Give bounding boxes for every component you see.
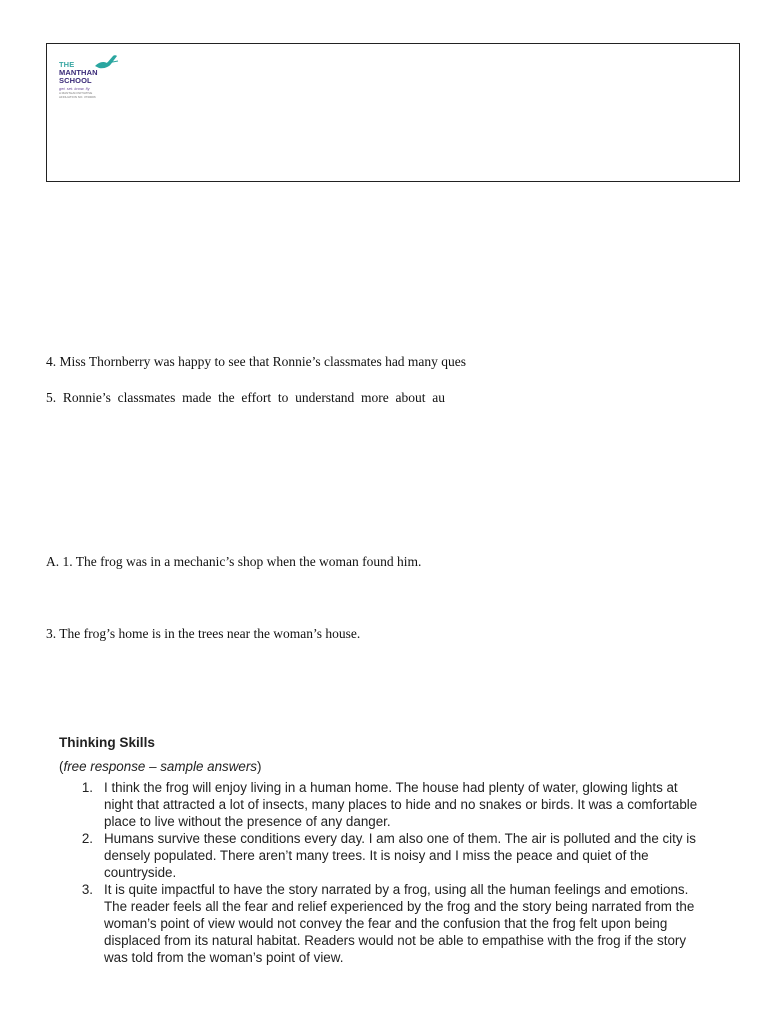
list-item <box>59 830 709 881</box>
logo-tagline: get. set. know. fly <box>59 86 90 91</box>
item-number: 2. <box>81 831 93 846</box>
item-text: I think the frog will enjoy living in a human home. The house had plenty of water, glowing lights at night that attracted a lot of insects, many places to hide and no snakes or birds. It was a comfortable place to live without the presence of any danger. <box>104 780 698 829</box>
logo-school: SCHOOL <box>59 76 92 85</box>
statement-5: 5. Ronnie’s classmates made the effort to understand more about au <box>46 390 446 405</box>
answer-3: 3. The frog’s home is in the trees near the woman’s house. <box>46 626 361 641</box>
statement-4: 4. Miss Thornberry was happy to see that Ronnie’s classmates had many ques <box>46 354 467 369</box>
section-subtitle: (free response – sample answers) <box>59 759 262 774</box>
logo-small-1: A MANTHAN INITIATIVE <box>59 91 93 95</box>
thinking-skills-section <box>59 734 709 966</box>
header-box <box>46 43 740 182</box>
answer-a1: A. 1. The frog was in a mechanic’s shop when the woman found him. <box>46 554 422 569</box>
item-text: It is quite impactful to have the story narrated by a frog, using all the human feelings and emotions. The reader feels all the fear and relief experienced by the frog and the story being narrated from the woman’s point of view would not convey the fear and the confusion that the frog felt upon being displaced from its natural habitat. Readers would not be able to empathise with the frog if the story was told from the woman’s point of view. <box>104 882 695 965</box>
school-logo <box>59 52 119 108</box>
list-item <box>59 779 709 830</box>
item-text: Humans survive these conditions every day. I am also one of them. The air is polluted and the city is densely populated. There aren’t many trees. It is noisy and I miss the peace and quiet of the countryside. <box>104 831 696 880</box>
logo-the: THE <box>59 60 75 69</box>
hummingbird-icon <box>93 52 119 74</box>
list-item <box>59 881 709 966</box>
logo-small-2: AFFILIATION NO. 3730006 <box>59 95 96 99</box>
logo-manthan: MANTHAN <box>59 68 98 77</box>
section-title: Thinking Skills <box>59 735 155 750</box>
item-number: 1. <box>81 780 93 795</box>
answers-list <box>59 779 709 966</box>
item-number: 3. <box>81 882 93 897</box>
